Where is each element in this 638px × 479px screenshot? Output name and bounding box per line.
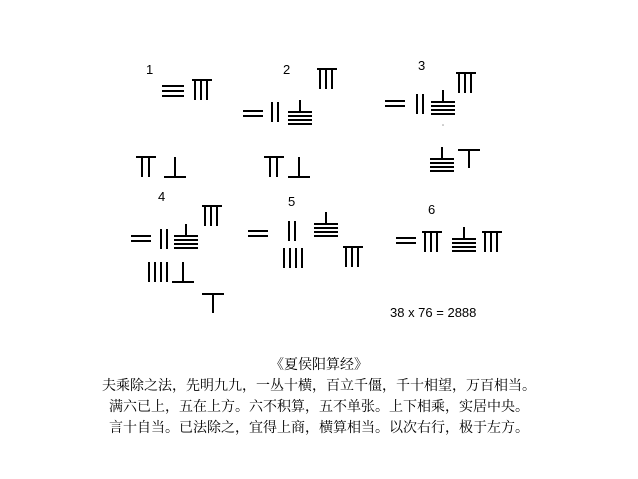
step-3-rods bbox=[385, 73, 480, 171]
step-label-2: 2 bbox=[283, 62, 291, 77]
step-6-rods bbox=[396, 227, 502, 252]
caption-line-1: 夫乘除之法，先明九九，一丛十横，百立千僵，千十相望，万百相当。 bbox=[102, 378, 536, 394]
step-label-1: 1 bbox=[146, 62, 154, 77]
equation-label: 38 x 76 = 2888 bbox=[390, 305, 477, 320]
step-1-rods bbox=[136, 80, 212, 177]
step-label-5: 5 bbox=[288, 194, 296, 209]
caption-block bbox=[0, 355, 638, 439]
caption-title: 《夏侯阳算经》 bbox=[270, 357, 368, 373]
caption-line-3: 言十自当。已法除之，宜得上商，横算相当。以次右行，极于左方。 bbox=[109, 420, 529, 436]
step-label-6: 6 bbox=[428, 202, 436, 217]
step-4-rods bbox=[131, 206, 224, 313]
dot-mark bbox=[442, 124, 444, 126]
step-label-3: 3 bbox=[418, 58, 426, 73]
step-label-4: 4 bbox=[158, 189, 166, 204]
step-2-rods bbox=[243, 69, 337, 177]
step-5-rods bbox=[248, 212, 363, 268]
caption-line-2: 满六已上，五在上方。六不积算，五不单张。上下相乘，实居中央。 bbox=[109, 399, 529, 415]
